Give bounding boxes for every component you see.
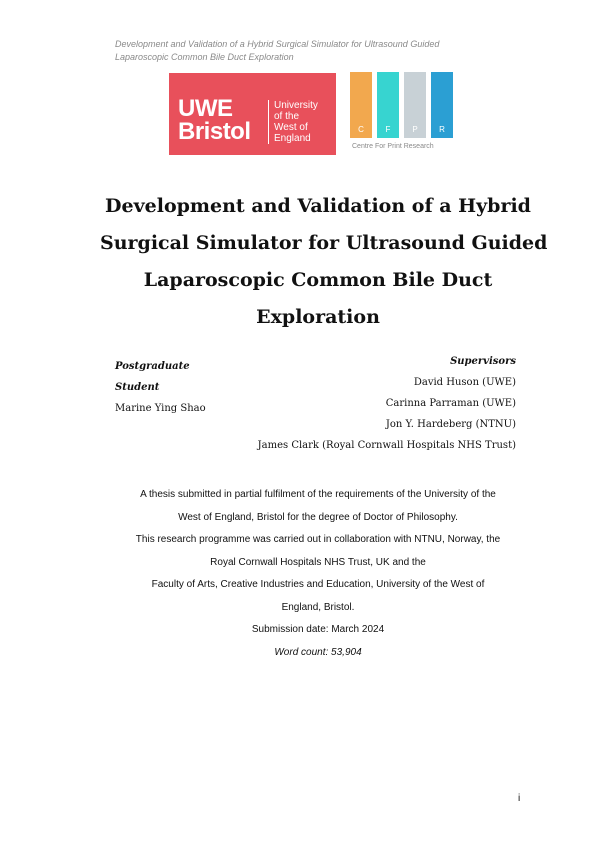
supervisors-label: Supervisors xyxy=(450,356,516,367)
cfpr-bar-f: F xyxy=(377,72,399,138)
cfpr-bar-c: C xyxy=(350,72,372,138)
cfpr-caption: Centre For Print Research xyxy=(352,143,434,150)
student-label-line-2: Student xyxy=(115,382,160,393)
title-line-4: Exploration xyxy=(256,306,380,328)
supervisor-name: James Clark (Royal Cornwall Hospitals NHS Trust) xyxy=(257,440,516,451)
title-line-2: Surgical Simulator for Ultrasound Guided xyxy=(100,232,548,254)
cfpr-logo-bars xyxy=(350,72,455,138)
supervisors-block xyxy=(216,351,516,456)
cfpr-bar-r: R xyxy=(431,72,453,138)
title-line-3: Laparoscopic Common Bile Duct xyxy=(143,269,493,291)
thesis-statement xyxy=(100,484,536,664)
title-line-1: Development and Validation of a Hybrid xyxy=(105,195,531,217)
uwe-logo-subtext: University of the West of England xyxy=(274,100,318,144)
logo-area xyxy=(169,72,469,156)
uwe-logo-wordmark: UWE Bristol xyxy=(178,95,251,145)
student-name: Marine Ying Shao xyxy=(115,403,206,414)
cfpr-bar-p: P xyxy=(404,72,426,138)
statement-line: A thesis submitted in partial fulfilment of the requirements of the University of the xyxy=(140,489,496,500)
running-header xyxy=(115,38,535,64)
statement-line: England, Bristol. xyxy=(281,601,355,613)
student-label-line-1: Postgraduate xyxy=(115,361,190,372)
thesis-title xyxy=(100,188,548,336)
running-header-line-1: Development and Validation of a Hybrid Surgical Simulator for Ultrasound Guided xyxy=(115,39,440,49)
uwe-logo-divider xyxy=(268,100,269,144)
cfpr-logo xyxy=(350,72,455,156)
word-count: Word count: 53,904 xyxy=(274,646,362,658)
supervisor-name: David Huson (UWE) xyxy=(413,377,516,388)
statement-line: Royal Cornwall Hospitals NHS Trust, UK and the xyxy=(210,556,426,568)
running-header-line-2: Laparoscopic Common Bile Duct Exploration xyxy=(115,52,294,62)
supervisor-name: Carinna Parraman (UWE) xyxy=(385,398,516,409)
uwe-bristol-logo xyxy=(169,73,336,155)
submission-date: Submission date: March 2024 xyxy=(251,624,385,635)
supervisor-name: Jon Y. Hardeberg (NTNU) xyxy=(385,419,516,430)
statement-line: Faculty of Arts, Creative Industries and Education, University of the West of xyxy=(151,579,485,590)
page-number: i xyxy=(518,793,521,804)
statement-line: West of England, Bristol for the degree of Doctor of Philosophy. xyxy=(178,511,458,523)
statement-line: This research programme was carried out in collaboration with NTNU, Norway, the xyxy=(135,534,501,545)
